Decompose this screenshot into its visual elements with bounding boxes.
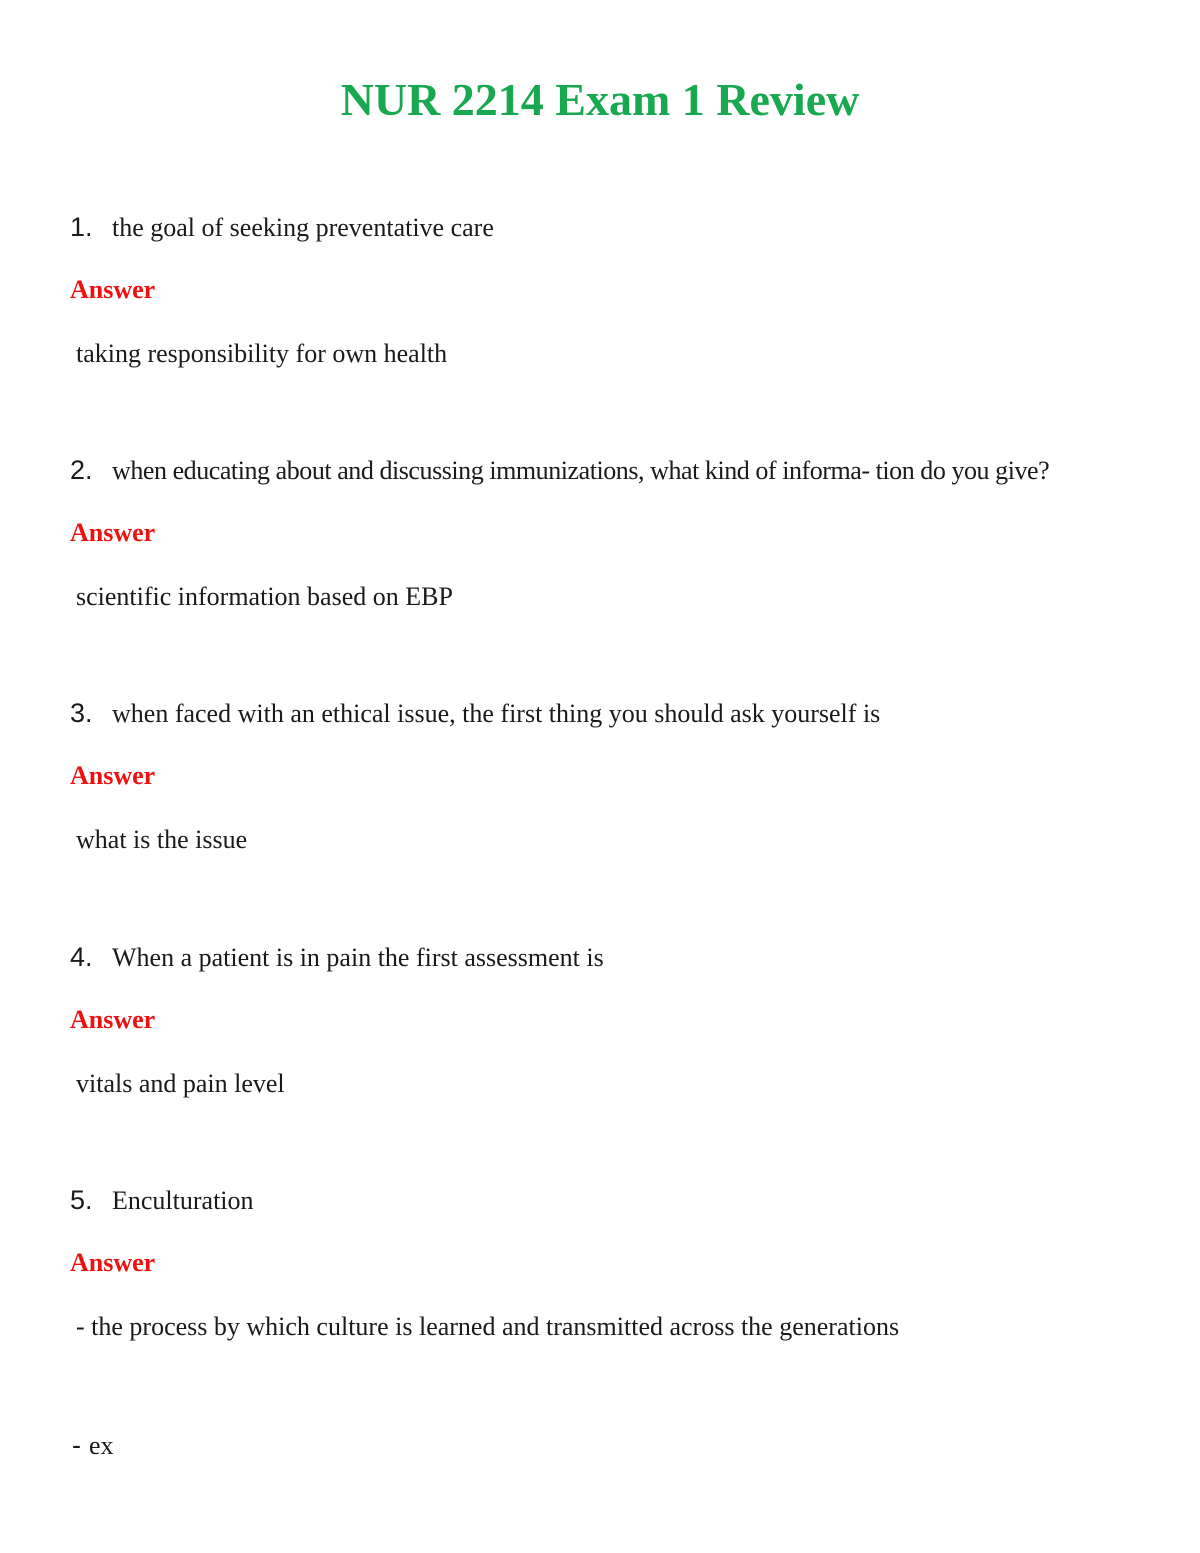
question-block-2 [70, 453, 1180, 614]
question-number: 5. [70, 1185, 93, 1215]
question-line [70, 453, 1180, 488]
question-text: when educating about and discussing immunizations, what kind of informa- tion do you give? [112, 456, 1050, 485]
question-number: 2. [70, 455, 93, 485]
answer-label: Answer [70, 1248, 156, 1277]
question-text: When a patient is in pain the first assessment is [112, 943, 604, 972]
question-block-1 [70, 210, 1180, 371]
question-number: 1. [70, 212, 93, 242]
answer-label: Answer [70, 518, 156, 547]
answer-text: what is the issue [76, 825, 248, 854]
question-number: 3. [70, 698, 93, 728]
question-block-5 [70, 1183, 1180, 1344]
question-block-4 [70, 940, 1180, 1101]
page-title: NUR 2214 Exam 1 Review [340, 74, 860, 125]
trailing-text: ex [89, 1431, 114, 1460]
question-number: 4. [70, 942, 93, 972]
trailing-line [72, 1428, 114, 1463]
question-text: Enculturation [112, 1186, 254, 1215]
question-block-3 [70, 696, 1180, 857]
question-line [70, 210, 1180, 245]
question-text: when faced with an ethical issue, the first thing you should ask yourself is [112, 699, 881, 728]
question-text: the goal of seeking preventative care [112, 213, 494, 242]
answer-text: - the process by which culture is learned and transmitted across the generations [76, 1312, 900, 1341]
trailing-dash: - [72, 1430, 81, 1460]
answer-label: Answer [70, 275, 156, 304]
question-line [70, 940, 1180, 975]
answer-text: vitals and pain level [76, 1069, 285, 1098]
answer-label: Answer [70, 1005, 156, 1034]
question-line [70, 1183, 1180, 1218]
question-line [70, 696, 1180, 731]
answer-label: Answer [70, 761, 156, 790]
answer-text: taking responsibility for own health [76, 339, 448, 368]
answer-text: scientific information based on EBP [76, 582, 453, 611]
